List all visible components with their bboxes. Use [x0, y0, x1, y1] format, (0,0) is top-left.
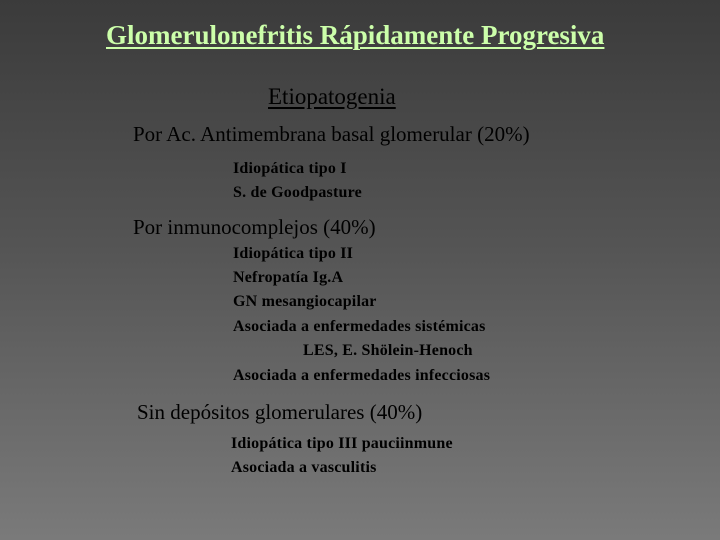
- slide-subtitle: Etiopatogenia: [268, 84, 396, 109]
- section-heading: Sin depósitos glomerulares (40%): [137, 400, 423, 424]
- section-heading: Por Ac. Antimembrana basal glomerular (20%): [133, 122, 530, 146]
- list-item: Idiopática tipo III pauciinmune: [231, 435, 453, 452]
- list-item: Asociada a enfermedades infecciosas: [233, 367, 491, 384]
- list-item: Idiopática tipo I: [233, 160, 347, 177]
- list-item: Asociada a vasculitis: [231, 459, 377, 476]
- list-item: GN mesangiocapilar: [233, 293, 377, 310]
- list-item: LES, E. Shölein-Henoch: [303, 342, 473, 359]
- list-item: Nefropatía Ig.A: [233, 269, 344, 286]
- section-heading: Por inmunocomplejos (40%): [133, 215, 376, 239]
- list-item: Idiopática tipo II: [233, 245, 354, 262]
- slide-title: Glomerulonefritis Rápidamente Progresiva: [106, 20, 605, 50]
- list-item: S. de Goodpasture: [233, 184, 362, 201]
- list-item: Asociada a enfermedades sistémicas: [233, 318, 486, 335]
